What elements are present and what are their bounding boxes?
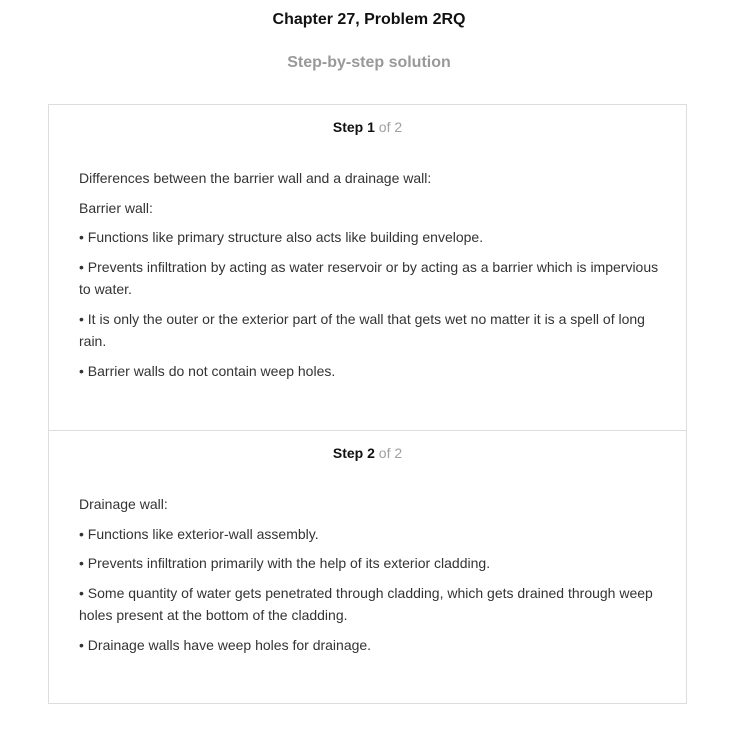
step-paragraph: • Functions like primary structure also acts like building envelope. (79, 229, 484, 245)
step-paragraph: • Prevents infiltration primarily with the help of its exterior cladding. (79, 555, 491, 571)
step-paragraph: • Drainage walls have weep holes for drainage. (79, 636, 372, 653)
step-card-1 (49, 105, 686, 431)
step-paragraph: Drainage wall: (79, 496, 168, 512)
step-body (79, 167, 659, 389)
step-card-2 (49, 431, 686, 703)
step-header (49, 445, 686, 461)
step-paragraph: Differences between the barrier wall and a drainage wall: (79, 170, 432, 186)
step-paragraph: • Functions like exterior-wall assembly. (79, 525, 319, 542)
step-paragraph: • Barrier walls do not contain weep holes. (79, 362, 336, 379)
solution-steps-container (48, 104, 687, 704)
step-label: Step 2 (332, 445, 375, 461)
step-paragraph: • It is only the outer or the exterior part of the wall that gets wet no matter it is a spell of long rain. (79, 310, 645, 349)
step-label: Step 1 (332, 119, 375, 135)
step-header (49, 119, 686, 135)
step-count: of 2 (378, 445, 403, 461)
page-title: Chapter 27, Problem 2RQ (272, 11, 466, 28)
solution-subtitle: Step-by-step solution (287, 54, 451, 71)
step-paragraph: • Some quantity of water gets penetrated through cladding, which gets drained through weep holes present at the bottom of the cladding. (79, 584, 653, 623)
step-count: of 2 (378, 119, 403, 135)
step-paragraph: • Prevents infiltration by acting as water reservoir or by acting as a barrier which is impervious to water. (79, 258, 659, 297)
step-paragraph: Barrier wall: (79, 199, 153, 216)
step-body (79, 493, 659, 663)
